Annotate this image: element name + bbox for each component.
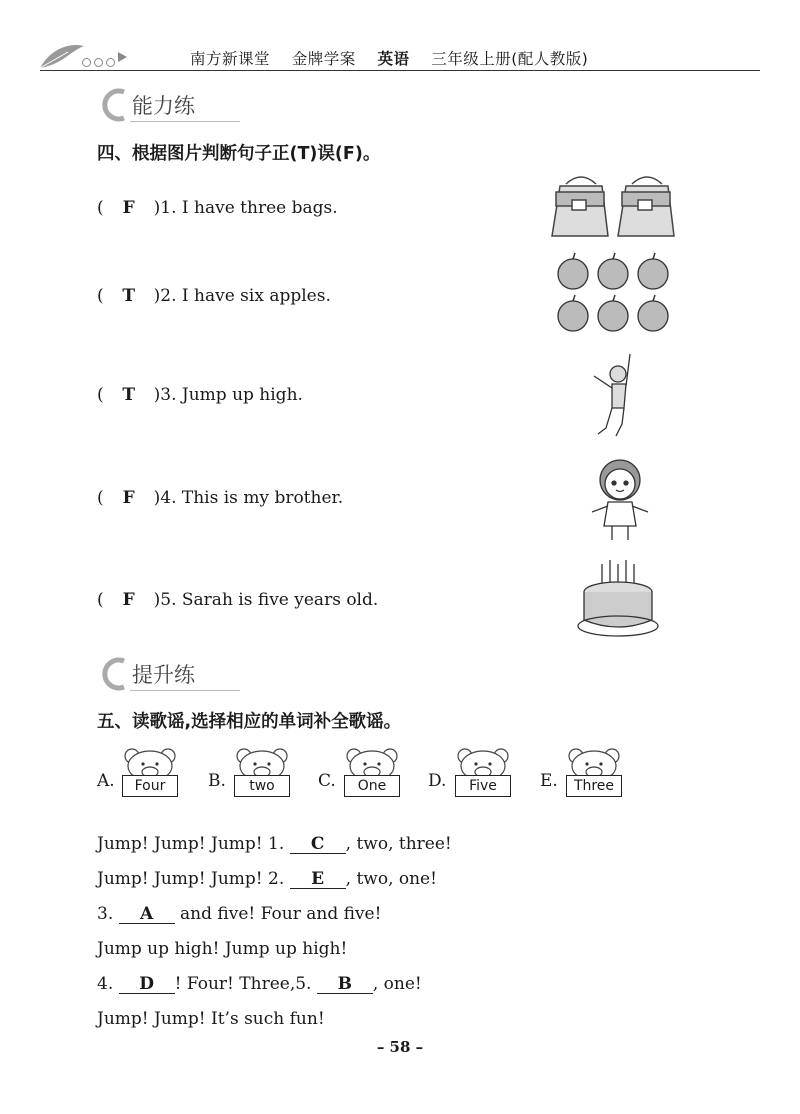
q4-item-2: ( T )2. I have six apples. [97,286,331,306]
item-text: )1. I have three bags. [153,198,338,218]
girl-image [582,450,658,546]
bear-option-b [234,746,304,806]
answer: F [122,488,135,508]
answer-blank-5: B [317,975,373,994]
section-title-advance: 提升练 [132,663,195,687]
section-title-ability: 能力练 [132,94,195,118]
option-letter-a: A. [97,771,115,791]
song-line-6: Jump! Jump! It’s such fun! [97,1009,325,1029]
q4-item-4: ( F )4. This is my brother. [97,488,344,508]
option-word: Five [455,775,511,797]
feather-icon [38,40,86,72]
page-number: – 58 – [376,1038,424,1056]
option-letter-b: B. [208,771,226,791]
section-arc-icon [100,657,130,691]
line-text: ! Four! Three,5. [174,974,312,994]
item-text: )2. I have six apples. [153,286,331,306]
q4-item-3: ( T )3. Jump up high. [97,385,303,405]
line-text: 4. [97,974,114,994]
option-word: Three [566,775,622,797]
option-word: One [344,775,400,797]
answer: T [122,385,135,405]
option-word: Four [122,775,178,797]
header-grade: 三年级上册(配人教版) [431,50,589,68]
line-text: and five! Four and five! [180,904,382,924]
song-line-5 [97,974,422,994]
item-text: )4. This is my brother. [153,488,344,508]
song-line-4: Jump up high! Jump up high! [97,939,348,959]
line-text: 3. [97,904,114,924]
header-book: 金牌学案 [291,50,356,68]
birthday-cake-image [576,556,660,640]
bear-option-c [344,746,414,806]
item-text: )3. Jump up high. [153,385,303,405]
q4-item-5: ( F )5. Sarah is five years old. [97,590,379,610]
answer: F [122,590,135,610]
answer-blank-2: E [290,870,346,889]
song-line-3 [97,904,381,924]
q4-item-1: ( F )1. I have three bags. [97,198,338,218]
bear-option-a [122,746,192,806]
answer-blank-1: C [290,835,346,854]
section-underline [130,121,240,122]
q4-title: 四、根据图片判断句子正(T)误(F)。 [97,144,381,164]
answer-blank-3: A [119,905,175,924]
six-apples-image [555,252,675,338]
section-underline [130,690,240,691]
line-text: , one! [372,974,422,994]
two-bags-image [546,170,686,242]
header-rule [40,70,760,71]
song-line-2 [97,869,437,889]
header-subject: 英语 [377,50,410,68]
bear-option-d [455,746,525,806]
decorative-dots [82,52,127,71]
q5-title: 五、读歌谣,选择相应的单词补全歌谣。 [97,712,402,732]
line-text: Jump! Jump! Jump! 1. [97,834,285,854]
song-line-1 [97,834,452,854]
section-arc-icon [100,88,130,122]
bear-option-e [566,746,636,806]
answer: T [122,286,135,306]
running-header [190,47,588,69]
option-letter-d: D. [428,771,447,791]
line-text: Jump! Jump! Jump! 2. [97,869,285,889]
option-letter-e: E. [540,771,558,791]
option-letter-c: C. [318,771,336,791]
item-text: )5. Sarah is five years old. [153,590,379,610]
answer: F [122,198,135,218]
answer-blank-4: D [119,975,175,994]
option-word: two [234,775,290,797]
header-series: 南方新课堂 [190,50,271,68]
boy-jumping-image [582,348,642,440]
line-text: , two, one! [345,869,437,889]
line-text: , two, three! [345,834,452,854]
